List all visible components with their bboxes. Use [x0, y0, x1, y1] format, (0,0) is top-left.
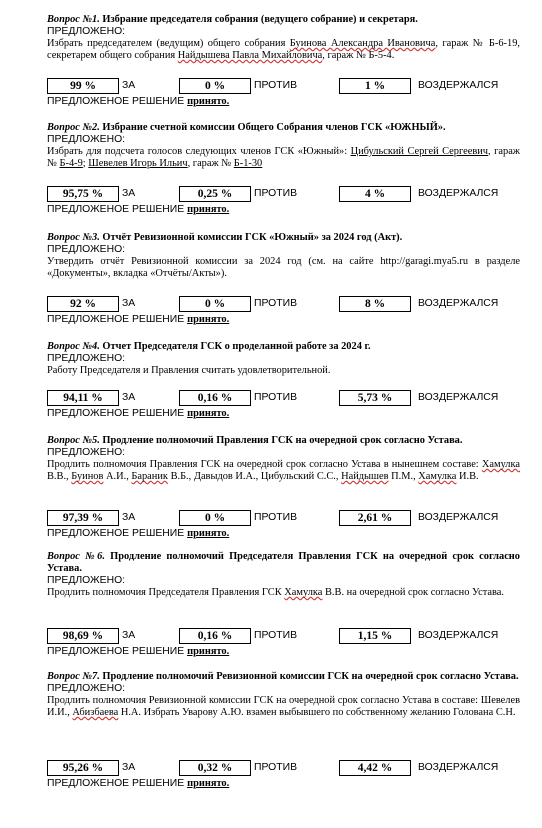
- for-label: ЗА: [122, 298, 136, 309]
- abstain-value: 5,73 %: [339, 390, 411, 406]
- against-value: 0,25 %: [179, 186, 251, 202]
- question-title: Вопрос №3. Отчёт Ревизионной комиссии ГСК «Южный» за 2024 год (Акт).: [47, 232, 403, 243]
- question-6: [47, 551, 520, 599]
- against-label: ПРОТИВ: [254, 298, 297, 309]
- against-value: 0 %: [179, 510, 251, 526]
- proposed-label: ПРЕДЛОЖЕНО:: [47, 134, 126, 145]
- for-value: 95,75 %: [47, 186, 119, 202]
- against-label: ПРОТИВ: [254, 762, 297, 773]
- proposed-label: ПРЕДЛОЖЕНО:: [47, 244, 126, 255]
- for-label: ЗА: [122, 512, 136, 523]
- abstain-value: 4 %: [339, 186, 411, 202]
- abstain-label: ВОЗДЕРЖАЛСЯ: [418, 392, 499, 403]
- for-label: ЗА: [122, 80, 136, 91]
- for-label: ЗА: [122, 762, 136, 773]
- for-label: ЗА: [122, 630, 136, 641]
- abstain-value: 8 %: [339, 296, 411, 312]
- abstain-label: ВОЗДЕРЖАЛСЯ: [418, 630, 499, 641]
- question-title: Вопрос №7. Продление полномочий Ревизионной комиссии ГСК на очередной срок согласно Устава.: [47, 671, 519, 682]
- abstain-value: 4,42 %: [339, 760, 411, 776]
- question-title: Вопрос №4. Отчет Председателя ГСК о проделанной работе за 2024 г.: [47, 341, 371, 352]
- decision-line: ПРЕДЛОЖЕНОЕ РЕШЕНИЕ принято.: [47, 646, 230, 657]
- abstain-value: 1,15 %: [339, 628, 411, 644]
- question-5: [47, 435, 520, 483]
- decision-line: ПРЕДЛОЖЕНОЕ РЕШЕНИЕ принято.: [47, 96, 230, 107]
- question-body: Избрать для подсчета голосов следующих членов ГСК «Южный»: Цибульский Сергей Сергеевич, гараж № Б-4-9; Шевелев Игорь Ильич, гараж № Б-1-30: [47, 146, 520, 170]
- question-body: Утвердить отчёт Ревизионной комиссии за 2024 год (см. на сайте http://garagi.mya5.ru в разделе «Документы», вкладка «Отчёты/Акты»).: [47, 256, 520, 280]
- for-value: 98,69 %: [47, 628, 119, 644]
- question-1: [47, 14, 520, 62]
- decision-line: ПРЕДЛОЖЕНОЕ РЕШЕНИЕ принято.: [47, 314, 230, 325]
- for-value: 99 %: [47, 78, 119, 94]
- proposed-label: ПРЕДЛОЖЕНО:: [47, 353, 126, 364]
- proposed-label: ПРЕДЛОЖЕНО:: [47, 447, 126, 458]
- question-title: Вопрос №2. Избрание счетной комиссии Общего Собрания членов ГСК «ЮЖНЫЙ».: [47, 122, 446, 133]
- question-title: Вопрос №6. Продление полномочий Председателя Правления ГСК на очередной срок согласно Устава.: [47, 551, 520, 574]
- against-label: ПРОТИВ: [254, 188, 297, 199]
- proposed-label: ПРЕДЛОЖЕНО:: [47, 26, 126, 37]
- against-label: ПРОТИВ: [254, 512, 297, 523]
- question-body: Продлить полномочия Председателя Правления ГСК Хамулка В.В. на очередной срок согласно Устава.: [47, 587, 504, 598]
- question-3: [47, 232, 520, 280]
- for-value: 95,26 %: [47, 760, 119, 776]
- question-7: [47, 671, 520, 719]
- abstain-label: ВОЗДЕРЖАЛСЯ: [418, 762, 499, 773]
- question-4: [47, 341, 520, 377]
- for-value: 92 %: [47, 296, 119, 312]
- question-title: Вопрос №1. Избрание председателя собрания (ведущего собрание) и секретаря.: [47, 14, 418, 25]
- proposed-label: ПРЕДЛОЖЕНО:: [47, 683, 126, 694]
- abstain-value: 1 %: [339, 78, 411, 94]
- against-label: ПРОТИВ: [254, 80, 297, 91]
- decision-line: ПРЕДЛОЖЕНОЕ РЕШЕНИЕ принято.: [47, 528, 230, 539]
- for-label: ЗА: [122, 392, 136, 403]
- decision-line: ПРЕДЛОЖЕНОЕ РЕШЕНИЕ принято.: [47, 408, 230, 419]
- abstain-label: ВОЗДЕРЖАЛСЯ: [418, 188, 499, 199]
- against-label: ПРОТИВ: [254, 630, 297, 641]
- against-value: 0 %: [179, 78, 251, 94]
- question-body: Продлить полномочия Ревизионной комиссии ГСК на очередной срок согласно Устава в составе: Шевелев И.И., Абизбаева Н.А. Избрать Уварову А.Ю. взамен выбывшего по собственному желанию Голована С.Н.: [47, 695, 520, 719]
- for-label: ЗА: [122, 188, 136, 199]
- against-value: 0 %: [179, 296, 251, 312]
- against-value: 0,16 %: [179, 390, 251, 406]
- proposed-label: ПРЕДЛОЖЕНО:: [47, 575, 126, 586]
- abstain-label: ВОЗДЕРЖАЛСЯ: [418, 80, 499, 91]
- abstain-label: ВОЗДЕРЖАЛСЯ: [418, 512, 499, 523]
- question-2: [47, 122, 520, 170]
- for-value: 94,11 %: [47, 390, 119, 406]
- for-value: 97,39 %: [47, 510, 119, 526]
- decision-line: ПРЕДЛОЖЕНОЕ РЕШЕНИЕ принято.: [47, 204, 230, 215]
- abstain-label: ВОЗДЕРЖАЛСЯ: [418, 298, 499, 309]
- against-value: 0,16 %: [179, 628, 251, 644]
- question-title: Вопрос №5. Продление полномочий Правления ГСК на очередной срок согласно Устава.: [47, 435, 463, 446]
- against-value: 0,32 %: [179, 760, 251, 776]
- against-label: ПРОТИВ: [254, 392, 297, 403]
- abstain-value: 2,61 %: [339, 510, 411, 526]
- decision-line: ПРЕДЛОЖЕНОЕ РЕШЕНИЕ принято.: [47, 778, 230, 789]
- question-body: Работу Председателя и Правления считать удовлетворительной.: [47, 365, 331, 376]
- question-body: Избрать председателем (ведущим) общего собрания Буинова Александра Ивановича, гараж № Б-6-19, секретарем общего собрания Найдышева Павла Михайловича, гараж № Б-5-4.: [47, 38, 520, 62]
- question-body: Продлить полномочия Правления ГСК на очередной срок согласно Устава в нынешнем составе: Хамулка В.В., Буинов А.И., Бараник В.Б., Давыдов И.А., Цибульский С.С., Найдышев П.М., Хамулка И.В.: [47, 459, 520, 483]
